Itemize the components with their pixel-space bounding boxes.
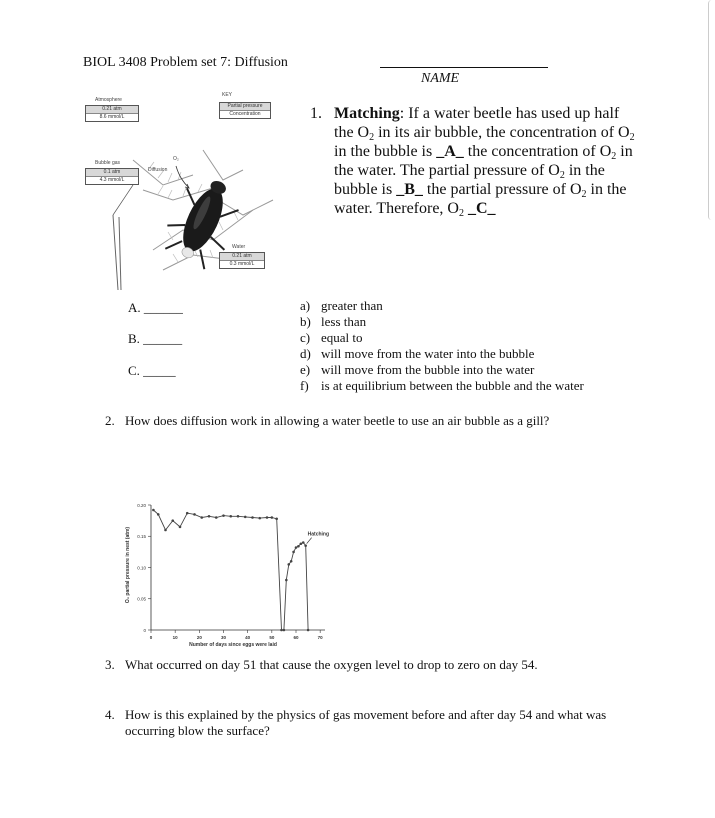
x-tick-label: 10 — [172, 635, 178, 640]
data-point — [200, 516, 203, 519]
list-item: f) is at equilibrium between the bubble and the water — [300, 378, 584, 393]
x-tick-label: 70 — [317, 635, 323, 640]
key-concentration: Concentration — [229, 111, 261, 117]
data-point — [208, 515, 211, 518]
list-item: e) will move from the bubble into the water — [300, 362, 535, 377]
data-point — [302, 541, 305, 544]
atmosphere-pressure: 0.21 atm — [86, 106, 138, 114]
blank-b-marker: _B_ — [396, 181, 423, 198]
water-pressure: 0.21 atm — [220, 253, 264, 261]
page-edge — [708, 0, 715, 220]
data-point — [229, 515, 232, 518]
bubble-gas-label: Bubble gas — [95, 160, 121, 166]
oxygen-chart-svg — [115, 495, 330, 650]
x-tick-label: 20 — [196, 635, 202, 640]
data-point — [307, 629, 310, 632]
hatching-annotation: Hatching — [307, 531, 330, 538]
x-tick-label: 30 — [220, 635, 227, 640]
x-tick-label: 50 — [269, 635, 275, 640]
data-point — [300, 542, 303, 545]
data-point — [271, 516, 274, 519]
name-label: NAME — [421, 71, 460, 86]
data-point — [164, 529, 167, 532]
list-item: d) will move from the water into the bubble — [300, 346, 535, 361]
data-point — [237, 515, 240, 518]
data-point — [280, 629, 283, 632]
question-1-number: 1. — [310, 105, 322, 122]
water-concentration: 0.3 mmol/L — [229, 261, 255, 267]
bubble-concentration: 4.3 mmol/L — [99, 177, 125, 183]
y-tick-label: 0.20 — [137, 502, 146, 508]
data-point — [251, 516, 254, 519]
data-point — [266, 516, 269, 519]
hatching-pointer — [307, 538, 312, 544]
key-box — [219, 102, 271, 119]
list-item: a) greater than — [300, 298, 383, 313]
data-point — [285, 579, 288, 582]
page-title: BIOL 3408 Problem set 7: Diffusion — [83, 55, 288, 70]
x-axis-label: Number of days since eggs were laid — [189, 642, 277, 648]
key-label: KEY — [222, 92, 233, 98]
water-box — [219, 252, 265, 269]
x-tick-label: 40 — [245, 635, 251, 640]
data-point — [287, 563, 290, 566]
question-3: 3. What occurred on day 51 that cause the oxygen level to drop to zero on day 54. — [105, 657, 538, 672]
bubble-pressure: 0.1 atm — [86, 169, 138, 177]
x-tick-label: 60 — [293, 635, 299, 640]
question-4: 4. How is this explained by the physics of gas movement before and after day 54 and what was occurring blow the surface? — [105, 707, 607, 738]
answer-blank-c[interactable]: C. _____ — [128, 363, 176, 378]
data-point — [244, 516, 247, 519]
question-2: 2. How does diffusion work in allowing a water beetle to use an air bubble as a gill? — [105, 413, 550, 428]
y-tick-label: 0 — [143, 627, 146, 633]
data-point — [304, 544, 307, 547]
y-axis-label: O₂ partial pressure in nest (atm) — [125, 526, 131, 604]
data-point — [152, 509, 155, 512]
atmosphere-box — [85, 105, 139, 122]
question-1 — [310, 104, 640, 218]
bubble-gas-box — [85, 168, 139, 185]
water-label: Water — [232, 244, 246, 250]
y-tick-label: 0.05 — [137, 596, 146, 602]
atmosphere-label: Atmosphere — [95, 97, 122, 103]
atmosphere-concentration: 8.6 mmol/L — [99, 114, 125, 120]
data-point — [290, 560, 293, 563]
key-partial-pressure: Partial pressure — [220, 103, 270, 111]
blank-c-marker: _C_ — [467, 200, 496, 217]
data-point — [297, 545, 300, 548]
y-tick-label: 0.10 — [137, 565, 146, 571]
data-point — [275, 517, 278, 520]
list-item: b) less than — [300, 314, 367, 329]
question-1-text: Matching: If a water beetle has used up half the $O_2$ in its air bubble, the concentration of $O_2$ in the bubble is _A_ the concentration of $O_2$ in the water. The partial pressure of $O_2$ in the bubble is _B_ the partial pressure of $O_2$ in the water. Therefore, $O_2$ _C_ — [334, 105, 635, 219]
data-point — [258, 517, 261, 520]
data-point — [215, 516, 218, 519]
y-tick-label: 0.15 — [137, 534, 146, 540]
data-point — [295, 546, 298, 549]
x-tick-label: 0 — [149, 635, 153, 640]
data-point — [292, 551, 295, 554]
data-point — [222, 514, 225, 517]
series-line — [153, 510, 308, 630]
oxygen-chart — [115, 495, 330, 650]
answer-blank-b[interactable]: B. ______ — [128, 331, 183, 346]
data-point — [179, 526, 182, 529]
data-point — [283, 629, 286, 632]
answer-blank-a[interactable]: A. ______ — [128, 300, 183, 315]
data-point — [157, 513, 160, 516]
matching-label: Matching — [334, 105, 400, 122]
data-point — [193, 513, 196, 516]
data-point — [171, 519, 174, 522]
list-item: c) equal to — [300, 330, 363, 345]
blank-a-marker: _A_ — [436, 143, 464, 160]
name-blank-line[interactable] — [380, 67, 548, 68]
options-list — [300, 298, 584, 394]
diffusion-label: Diffusion — [148, 167, 168, 173]
o2-label: O₂ — [173, 156, 179, 162]
data-point — [186, 512, 189, 515]
